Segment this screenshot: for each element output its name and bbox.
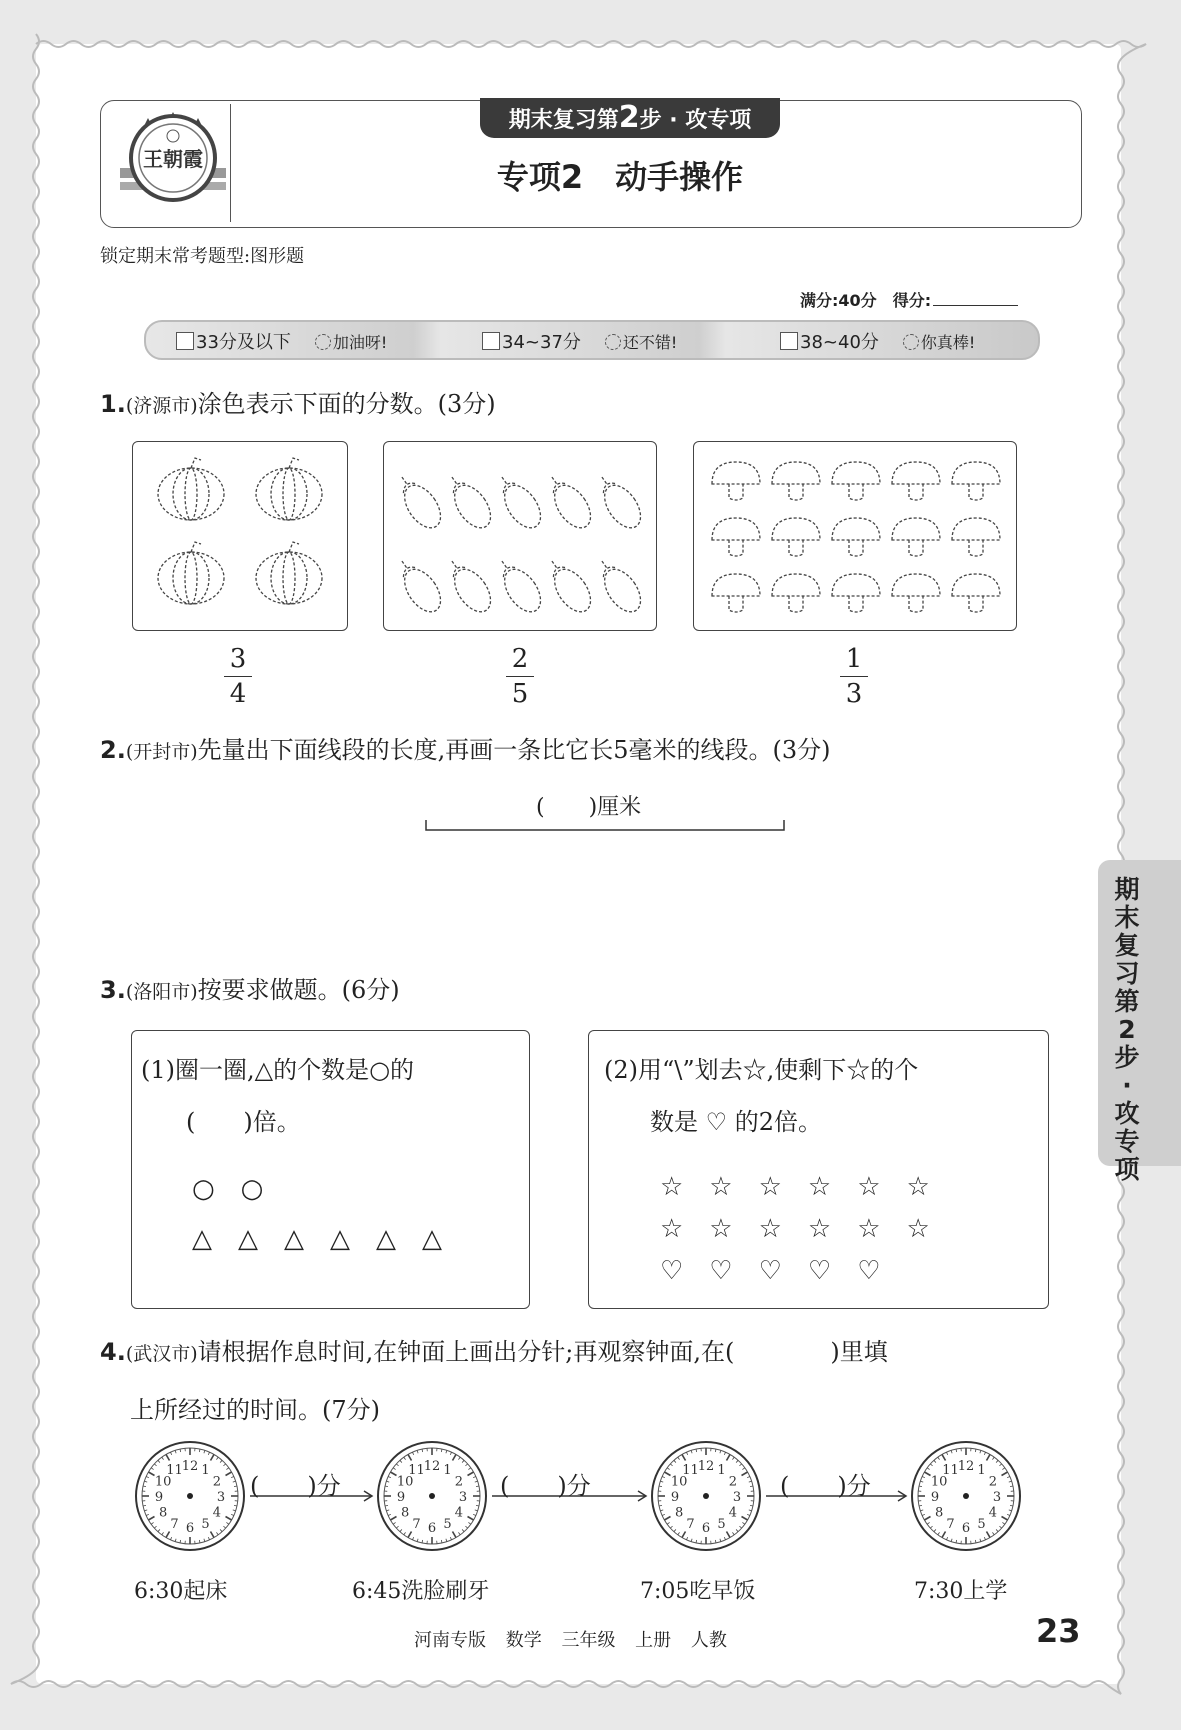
clock-number: 11 (942, 1463, 959, 1479)
mushroom-icon (892, 574, 940, 612)
mushroom-box[interactable] (693, 441, 1017, 631)
circle-icons: ○ ○ (192, 1174, 264, 1204)
part1-answer-blank[interactable]: ( )倍。 (186, 1108, 301, 1136)
level-checkbox[interactable] (482, 332, 500, 350)
level-checkbox[interactable] (176, 332, 194, 350)
eggplant-icons (384, 442, 656, 630)
mushroom-icon (892, 518, 940, 556)
level-item: 33分及以下 加油呀! (176, 328, 387, 354)
length-answer-blank[interactable]: ( )厘米 (536, 795, 642, 820)
clock-face-icon[interactable] (912, 1442, 1020, 1550)
clock-number: 10 (930, 1474, 948, 1490)
clock-number: 4 (212, 1505, 221, 1521)
score-level-bar (144, 320, 1040, 360)
clock-number: 7 (412, 1516, 421, 1532)
star-icons-row2[interactable]: ☆ ☆ ☆ ☆ ☆ ☆ (660, 1214, 930, 1244)
eggplant-icon (489, 551, 547, 618)
clock-number: 1 (977, 1463, 986, 1479)
eggplant-box[interactable] (383, 441, 657, 631)
interval-blank-1[interactable]: ( )分 (250, 1472, 341, 1500)
level-item: 34~37分 还不错! (482, 328, 677, 354)
face-icon (903, 334, 919, 350)
score-line: 满分:40分 得分: (800, 288, 1018, 311)
clock-number: 3 (458, 1490, 468, 1505)
eggplant-icon (539, 467, 597, 534)
score-blank[interactable] (933, 305, 1018, 306)
level-item: 38~40分 你真棒! (780, 328, 975, 354)
clock-number: 3 (216, 1490, 226, 1505)
clock-number: 7 (686, 1516, 695, 1532)
mushroom-icon (952, 518, 1000, 556)
page-title: 专项2 动手操作 (496, 158, 744, 196)
clock-number: 9 (930, 1490, 940, 1505)
clock-number: 7 (946, 1516, 955, 1532)
eggplant-icon (539, 551, 597, 618)
clock-face-icon[interactable] (136, 1442, 244, 1550)
mushroom-icon (712, 518, 760, 556)
interval-blank-3[interactable]: ( )分 (780, 1472, 871, 1500)
clock-number: 11 (166, 1463, 183, 1479)
mushroom-icon (772, 518, 820, 556)
clock-number: 2 (728, 1474, 737, 1490)
clock-number: 10 (670, 1474, 688, 1490)
clock-number: 6 (427, 1521, 437, 1536)
level-checkbox[interactable] (780, 332, 798, 350)
clock-number: 10 (154, 1474, 172, 1490)
face-icon (605, 334, 621, 350)
interval-blank-2[interactable]: ( )分 (500, 1472, 591, 1500)
clock-number: 9 (154, 1490, 164, 1505)
clock-number: 5 (977, 1516, 986, 1532)
face-icon (315, 334, 331, 350)
pumpkin-icons (133, 442, 347, 630)
clock-number: 2 (988, 1474, 997, 1490)
clock-number: 10 (396, 1474, 414, 1490)
section-tab: 期末复习第2步 · 攻专项 (480, 98, 780, 138)
side-tab: 期末复习第2步·攻专项 (1098, 860, 1181, 1166)
clock-number: 6 (961, 1521, 971, 1536)
mushroom-icon (952, 462, 1000, 500)
time-label-4: 7:30上学 (914, 1579, 1008, 1604)
clock-number: 11 (682, 1463, 699, 1479)
question-3: 3.(洛阳市)按要求做题。(6分) (100, 976, 400, 1004)
clock-number: 12 (957, 1459, 975, 1474)
mushroom-icon (772, 462, 820, 500)
clock-number: 6 (185, 1521, 195, 1536)
part2-prompt: (2)用“\”划去☆,使剩下☆的个 (604, 1056, 919, 1084)
time-label-3: 7:05吃早饭 (640, 1579, 756, 1604)
clock-number: 2 (212, 1474, 221, 1490)
clock-number: 4 (988, 1505, 997, 1521)
question-4-line2: 上所经过的时间。(7分) (130, 1396, 380, 1424)
clock-number: 5 (717, 1516, 726, 1532)
eggplant-icon (439, 467, 497, 534)
clock-number: 5 (443, 1516, 452, 1532)
eggplant-icon (589, 551, 647, 618)
eggplant-icon (439, 551, 497, 618)
clock-number: 11 (408, 1463, 425, 1479)
clock-number: 3 (992, 1490, 1002, 1505)
eggplant-icon (489, 467, 547, 534)
clock-number: 8 (159, 1505, 168, 1521)
mushroom-icon (772, 574, 820, 612)
question-1: 1.(济源市)涂色表示下面的分数。(3分) (100, 390, 496, 418)
line-segment (424, 818, 786, 834)
clock-number: 8 (675, 1505, 684, 1521)
mushroom-icon (952, 574, 1000, 612)
clock-number: 8 (401, 1505, 410, 1521)
subtitle: 锁定期末常考题型:图形题 (100, 246, 305, 267)
mushroom-icon (832, 462, 880, 500)
clock-number: 6 (701, 1521, 711, 1536)
clock-number: 9 (670, 1490, 680, 1505)
page-number: 23 (1036, 1612, 1081, 1650)
heart-icons: ♡ ♡ ♡ ♡ ♡ (660, 1256, 881, 1286)
triangle-icons: △ △ △ △ △ △ (192, 1224, 442, 1254)
clock-number: 4 (728, 1505, 737, 1521)
pumpkin-box[interactable] (132, 441, 348, 631)
mushroom-icon (892, 462, 940, 500)
clock-number: 12 (697, 1459, 715, 1474)
time-label-2: 6:45洗脸刷牙 (352, 1579, 490, 1604)
mushroom-icon (832, 574, 880, 612)
clock-number: 2 (454, 1474, 463, 1490)
fraction-3-4: 3 4 (218, 644, 258, 709)
clock-number: 1 (201, 1463, 210, 1479)
fraction-1-3: 1 3 (834, 644, 874, 709)
clock-number: 1 (443, 1463, 452, 1479)
clock-face-icon[interactable] (378, 1442, 486, 1550)
part2-prompt-line2: 数是 ♡ 的2倍。 (650, 1108, 823, 1136)
eggplant-icon (389, 467, 447, 534)
question-2: 2.(开封市)先量出下面线段的长度,再画一条比它长5毫米的线段。(3分) (100, 736, 831, 764)
clock-number: 7 (170, 1516, 179, 1532)
clock-number: 12 (181, 1459, 199, 1474)
mushroom-icon (712, 574, 760, 612)
star-icons-row1[interactable]: ☆ ☆ ☆ ☆ ☆ ☆ (660, 1172, 930, 1202)
time-label-1: 6:30起床 (134, 1579, 228, 1604)
clock-number: 9 (396, 1490, 406, 1505)
eggplant-icon (589, 467, 647, 534)
footer: 河南专版 数学 三年级 上册 人教 (414, 1630, 727, 1651)
mushroom-icons (694, 442, 1016, 630)
clock-number: 5 (201, 1516, 210, 1532)
logo-seal-icon (118, 108, 228, 218)
fraction-2-5: 2 5 (500, 644, 540, 709)
clock-number: 3 (732, 1490, 742, 1505)
mushroom-icon (712, 462, 760, 500)
clock-face-icon[interactable] (652, 1442, 760, 1550)
part1-prompt: (1)圈一圈,△的个数是○的 (141, 1056, 415, 1084)
eggplant-icon (389, 551, 447, 618)
svg-text:王朝霞: 王朝霞 (143, 147, 203, 171)
header-divider (230, 104, 231, 222)
clock-number: 12 (423, 1459, 441, 1474)
clock-number: 8 (935, 1505, 944, 1521)
clock-number: 4 (454, 1505, 463, 1521)
question-4: 4.(武汉市)请根据作息时间,在钟面上画出分针;再观察钟面,在( )里填 (100, 1338, 888, 1366)
mushroom-icon (832, 518, 880, 556)
clock-number: 1 (717, 1463, 726, 1479)
